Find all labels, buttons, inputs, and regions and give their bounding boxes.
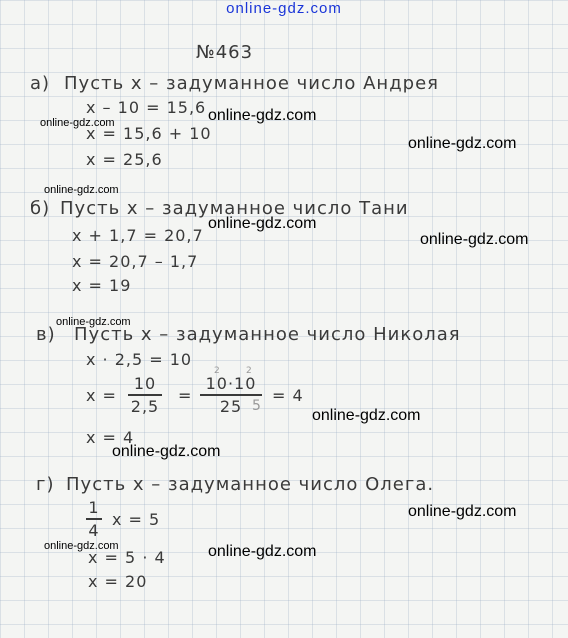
fraction-numerator: 1 — [88, 498, 100, 517]
part-b-statement: Пусть x – задуманное число Тани — [60, 198, 409, 219]
part-a-statement: Пусть x – задуманное число Андрея — [64, 73, 439, 94]
watermark: online-gdz.com — [56, 316, 131, 328]
part-v-equals-2: = — [178, 386, 193, 405]
fraction-bar — [200, 394, 262, 396]
watermark: online-gdz.com — [312, 407, 421, 424]
part-v-x-equals: x = — [86, 386, 117, 405]
part-g-label: г) — [36, 474, 55, 495]
part-a-label: а) — [30, 73, 51, 94]
part-v-label: в) — [36, 324, 56, 345]
part-v-equals-3: = 4 — [272, 386, 304, 405]
watermark: online-gdz.com — [44, 540, 119, 552]
fraction-numerator: 10·10 — [205, 374, 257, 393]
part-g-line-2: x = 5 · 4 — [88, 548, 166, 567]
site-header[interactable]: online-gdz.com — [226, 0, 342, 17]
fraction-bar — [128, 394, 162, 396]
cancel-mark-numerator-a: 2 — [214, 366, 221, 376]
cancel-mark-numerator-b: 2 — [246, 366, 253, 376]
fraction-numerator: 10 — [133, 374, 157, 393]
part-v-result: x = 4 — [86, 428, 135, 447]
watermark: online-gdz.com — [208, 215, 317, 232]
part-g-line-1-rest: x = 5 — [112, 510, 161, 529]
watermark: online-gdz.com — [408, 135, 517, 152]
watermark: online-gdz.com — [40, 117, 115, 129]
part-a-line-3: x = 25,6 — [86, 150, 163, 169]
problem-number: №463 — [196, 42, 254, 63]
part-b-label: б) — [30, 198, 51, 219]
part-v-statement: Пусть x – задуманное число Николая — [74, 324, 461, 345]
part-v-line-1: x · 2,5 = 10 — [86, 350, 193, 369]
part-a-line-1: x – 10 = 15,6 — [86, 98, 207, 117]
fraction-denominator: 25 — [219, 397, 243, 416]
watermark: online-gdz.com — [44, 184, 119, 196]
part-b-line-2: x = 20,7 – 1,7 — [72, 252, 199, 271]
watermark: online-gdz.com — [112, 443, 221, 460]
watermark: online-gdz.com — [208, 107, 317, 124]
part-b-line-3: x = 19 — [72, 276, 132, 295]
fraction-bar — [86, 518, 102, 520]
part-b-line-1: x + 1,7 = 20,7 — [72, 226, 204, 245]
cancel-mark-denominator: 5 — [252, 398, 262, 414]
part-a-line-2: x = 15,6 + 10 — [86, 124, 212, 143]
part-g-line-3: x = 20 — [88, 572, 148, 591]
part-g-fraction — [86, 498, 102, 540]
fraction-denominator: 4 — [88, 521, 100, 540]
fraction-denominator: 2,5 — [130, 397, 160, 416]
watermark: online-gdz.com — [408, 503, 517, 520]
part-g-statement: Пусть x – задуманное число Олега. — [66, 474, 435, 495]
part-v-fraction-1 — [128, 374, 162, 416]
watermark: online-gdz.com — [208, 543, 317, 560]
watermark: online-gdz.com — [420, 231, 529, 248]
